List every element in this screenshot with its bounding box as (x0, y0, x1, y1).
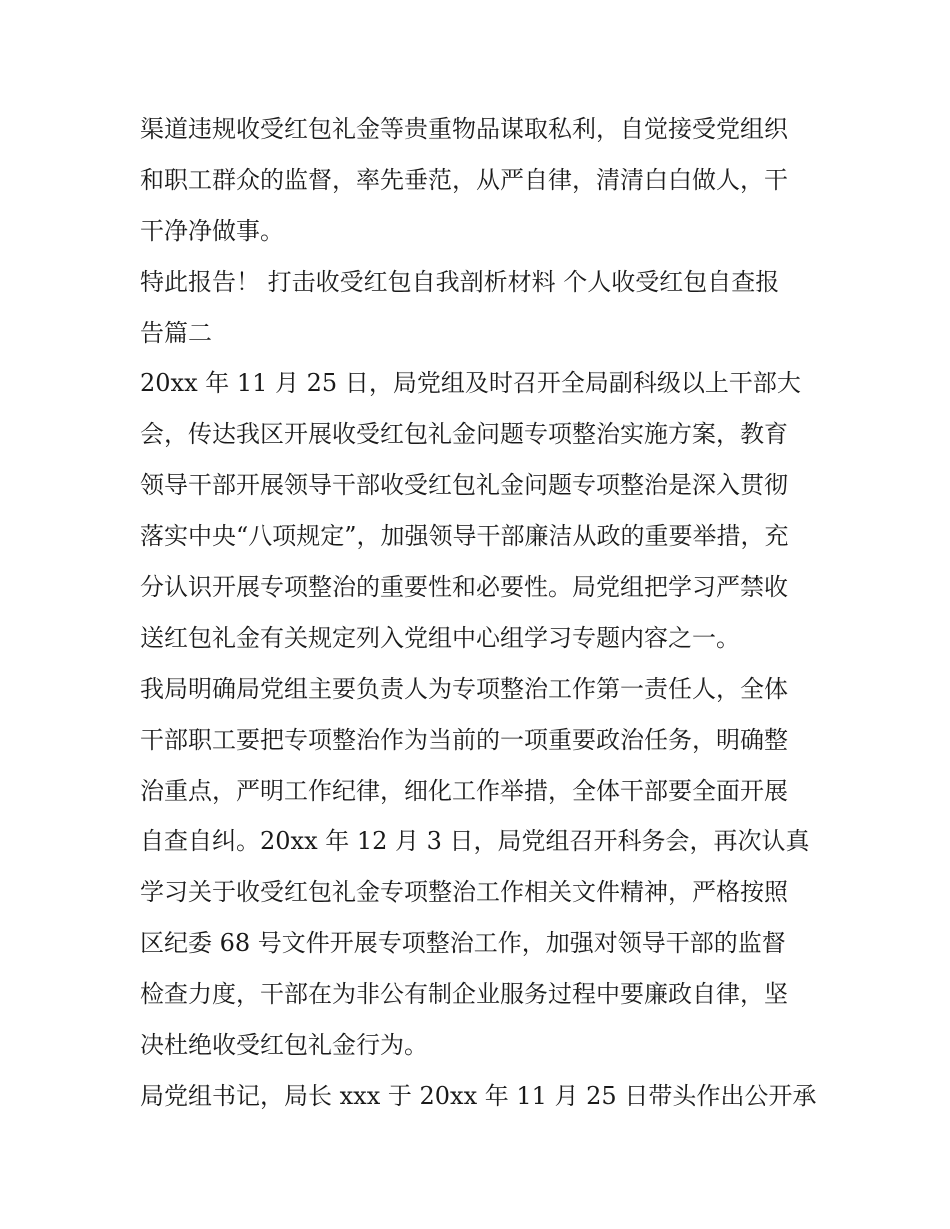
text-line: 学习关于收受红包礼金专项整治工作相关文件精神，严格按照 (140, 878, 788, 907)
text-line: 渠道违规收受红包礼金等贵重物品谋取私利，自觉接受党组织 (140, 115, 788, 143)
text-line: 治重点，严明工作纪律，细化工作举措，全体干部要全面开展 (140, 776, 788, 805)
text-line: 会，传达我区开展收受红包礼金问题专项整治实施方案，教育 (140, 420, 788, 449)
document-body (140, 104, 820, 1122)
text-line: 决杜绝收受红包礼金行为。 (140, 1031, 428, 1060)
text-line: 和职工群众的监督，率先垂范，从严自律，清清白白做人，干 (140, 165, 788, 194)
text-line: 告篇二 (140, 318, 212, 347)
text-line: 干部职工要把专项整治作为当前的一项重要政治任务，明确整 (140, 725, 788, 754)
text-line: 区纪委 68 号文件开展专项整治工作，加强对领导干部的监督 (140, 929, 786, 958)
text-line: 20xx 年 11 月 25 日，局党组及时召开全局副科级以上干部大 (140, 369, 801, 398)
text-line: 送红包礼金有关规定列入党组中心组学习专题内容之一。 (140, 623, 740, 652)
text-line: 自查自纠。20xx 年 12 月 3 日，局党组召开科务会，再次认真 (140, 827, 810, 856)
text-line: 检查力度，干部在为非公有制企业服务过程中要廉政自律，坚 (140, 980, 788, 1009)
text-line: 落实中央“八项规定”，加强领导干部廉洁从政的重要举措，充 (140, 522, 789, 551)
text-line: 分认识开展专项整治的重要性和必要性。局党组把学习严禁收 (140, 573, 788, 602)
text-line: 局党组书记，局长 xxx 于 20xx 年 11 月 25 日带头作出公开承 (140, 1081, 817, 1110)
text-line: 干净净做事。 (140, 216, 284, 245)
text-line: 我局明确局党组主要负责人为专项整治工作第一责任人，全体 (140, 674, 788, 703)
text-line: 特此报告！ 打击收受红包自我剖析材料 个人收受红包自查报 (140, 267, 780, 296)
text-line: 领导干部开展领导干部收受红包礼金问题专项整治是深入贯彻 (140, 471, 788, 500)
